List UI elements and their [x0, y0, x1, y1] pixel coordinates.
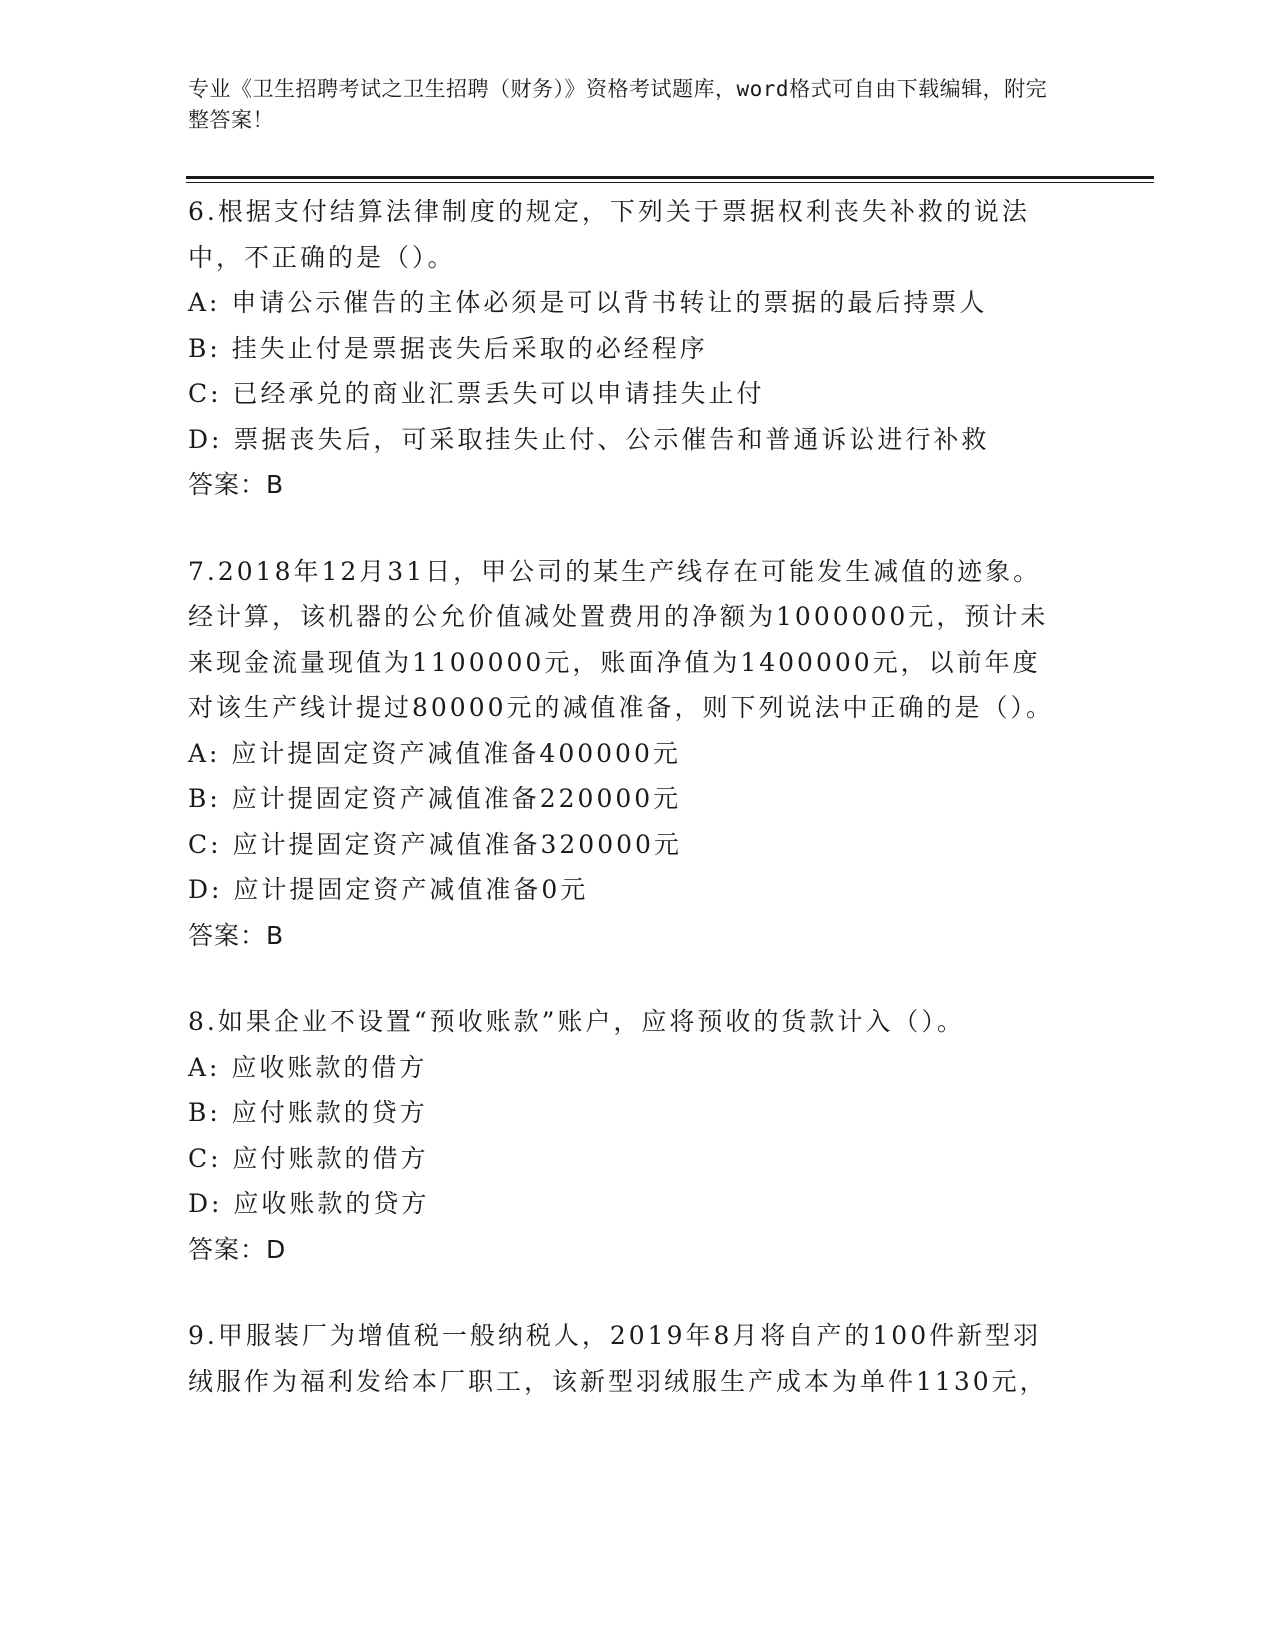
question-text: 7.2018年12月31日，甲公司的某生产线存在可能发生减值的迹象。经计算，该机器的公允价值减处置费用的净额为1000000元，预计未来现金流量现值为1100000元，账面净值为1400000元，以前年度对该生产线计提过80000元的减值准备，则下列说法中正确的是（）。 — [188, 556, 1055, 722]
option-c: C: 应付账款的借方 — [188, 1143, 429, 1173]
question-8 — [188, 999, 1068, 1272]
option-d: D: 应计提固定资产减值准备0元 — [188, 875, 589, 904]
option-c: C: 应计提固定资产减值准备320000元 — [188, 829, 682, 859]
question-text: 6.根据支付结算法律制度的规定，下列关于票据权利丧失补救的说法中，不正确的是（）。 — [188, 197, 1030, 272]
question-7 — [188, 549, 1068, 959]
header-divider-thin — [186, 182, 1154, 183]
question-6 — [188, 189, 1068, 508]
answer-line: 答案：D — [188, 1234, 287, 1264]
option-a: A: 应计提固定资产减值准备400000元 — [188, 738, 681, 768]
option-b: B: 应计提固定资产减值准备220000元 — [188, 784, 682, 813]
header-divider-thick — [186, 176, 1154, 179]
option-a: A: 应收账款的借方 — [188, 1052, 428, 1082]
answer-line: 答案：B — [188, 920, 285, 950]
option-b: B: 挂失止付是票据丧失后采取的必经程序 — [188, 333, 708, 363]
option-d: D: 票据丧失后，可采取挂失止付、公示催告和普通诉讼进行补救 — [188, 424, 990, 454]
option-d: D: 应收账款的贷方 — [188, 1189, 430, 1218]
option-b: B: 应付账款的贷方 — [188, 1098, 428, 1127]
question-9 — [188, 1313, 1068, 1404]
option-c: C: 已经承兑的商业汇票丢失可以申请挂失止付 — [188, 379, 765, 408]
question-text: 8.如果企业不设置“预收账款”账户，应将预收的货款计入（）。 — [188, 1007, 965, 1036]
option-a: A: 申请公示催告的主体必须是可以背书转让的票据的最后持票人 — [188, 288, 988, 317]
document-header: 专业《卫生招聘考试之卫生招聘（财务）》资格考试题库，word格式可自由下载编辑，附完整答案！ — [188, 77, 1048, 132]
question-list — [188, 189, 1068, 1445]
question-text: 9.甲服装厂为增值税一般纳税人，2019年8月将自产的100件新型羽绒服作为福利发给本厂职工，该新型羽绒服生产成本为单件1130元， — [188, 1321, 1048, 1396]
answer-line: 答案：B — [188, 470, 285, 499]
